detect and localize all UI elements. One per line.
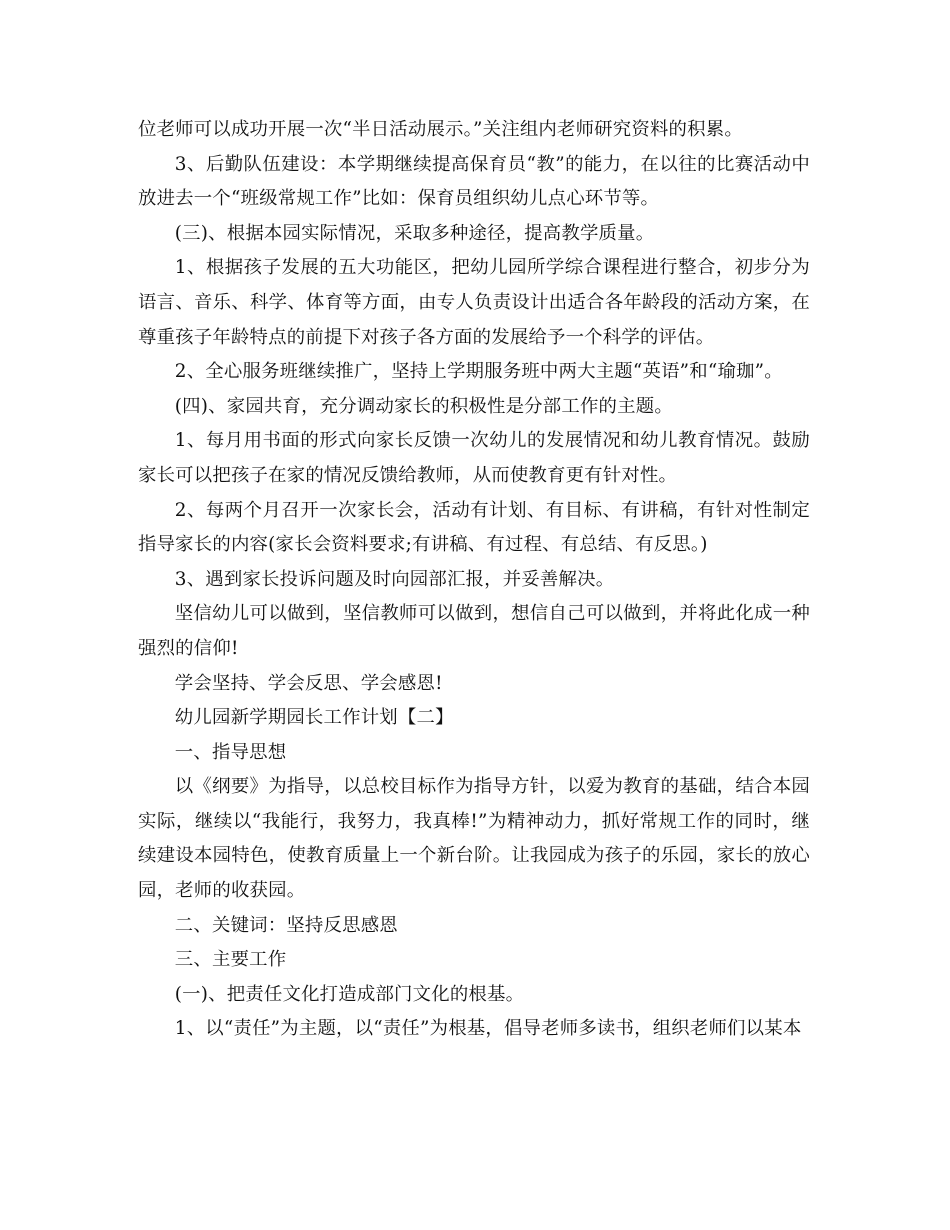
section-heading-3: (三)、根据本园实际情况，采取多种途径，提高教学质量。 bbox=[174, 222, 655, 244]
paragraph-guiding-thought: 以《纲要》为指导，以总校目标作为指导方针，以爱为教育的基础，结合本园实际，继续以“我能行，我努力，我真棒!”为精神动力，抓好常规工作的同时，继续建设本园特色，使教育质量上一个新台阶。让我园成为孩子的乐园，家长的放心园，老师的收获园。 bbox=[138, 776, 810, 902]
document-body bbox=[138, 113, 810, 1047]
subsection-heading-1: (一)、把责任文化打造成部门文化的根基。 bbox=[174, 983, 525, 1005]
section-heading-main-work: 三、主要工作 bbox=[174, 949, 287, 971]
paragraph-service-class: 2、全心服务班继续推广，坚持上学期服务班中两大主题“英语”和“瑜珈”。 bbox=[174, 361, 783, 383]
paragraph-curriculum: 1、根据孩子发展的五大功能区，把幼儿园所学综合课程进行整合，初步分为语言、音乐、科学、体育等方面，由专人负责设计出适合各年龄段的活动方案，在尊重孩子年龄特点的前提下对孩子各方面的发展给予一个科学的评估。 bbox=[138, 257, 810, 348]
paragraph-parent-meeting: 2、每两个月召开一次家长会，活动有计划、有目标、有讲稿，有针对性制定指导家长的内容(家长会资料要求;有讲稿、有过程、有总结、有反思。) bbox=[138, 499, 810, 556]
section-heading-4: (四)、家园共育，充分调动家长的积极性是分部工作的主题。 bbox=[174, 395, 673, 417]
paragraph-motto: 学会坚持、学会反思、学会感恩! bbox=[174, 672, 443, 694]
paragraph-belief: 坚信幼儿可以做到，坚信教师可以做到，想信自己可以做到，并将此化成一种强烈的信仰! bbox=[138, 603, 810, 659]
paragraph-logistics-team: 3、后勤队伍建设：本学期继续提高保育员“教”的能力，在以往的比赛活动中放进去一个“班级常规工作”比如：保育员组织幼儿点心环节等。 bbox=[138, 153, 810, 210]
section-heading-guiding: 一、指导思想 bbox=[174, 741, 287, 763]
paragraph-responsibility: 1、以“责任”为主题，以“责任”为根基，倡导老师多读书，组织老师们以某本 bbox=[174, 1018, 802, 1040]
document-subtitle: 幼儿园新学期园长工作计划【二】 bbox=[174, 707, 454, 729]
section-heading-keywords: 二、关键词：坚持反思感恩 bbox=[174, 914, 398, 936]
paragraph-complaints: 3、遇到家长投诉问题及时向园部汇报，并妥善解决。 bbox=[174, 568, 615, 590]
paragraph-continuation: 位老师可以成功开展一次“半日活动展示。”关注组内老师研究资料的积累。 bbox=[138, 119, 743, 140]
paragraph-monthly-feedback: 1、每月用书面的形式向家长反馈一次幼儿的发展情况和幼儿教育情况。鼓励家长可以把孩子在家的情况反馈给教师，从而使教育更有针对性。 bbox=[138, 430, 810, 486]
